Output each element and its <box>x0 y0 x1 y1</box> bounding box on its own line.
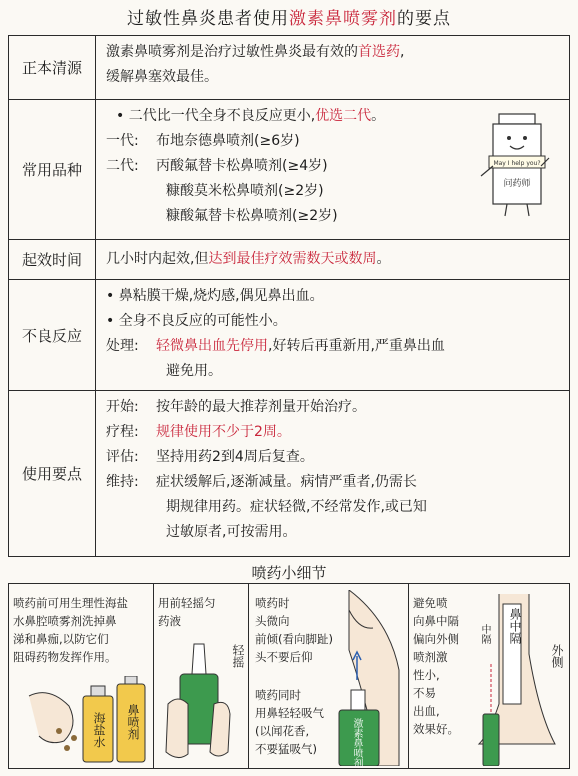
shake-label: 轻摇 <box>231 644 245 668</box>
bottle-label-saline: 海盐水 <box>92 712 106 748</box>
text: 缓解鼻塞效最佳。 <box>106 69 218 85</box>
row-onset <box>9 240 569 280</box>
text: 二代: <box>106 158 139 174</box>
title-prefix: 过敏性鼻炎患者使用 <box>127 9 289 29</box>
text: 布地奈德鼻喷剂(≥6岁) <box>156 133 300 149</box>
text: 避免喷 <box>413 596 448 610</box>
pharmacist-mascot-icon <box>479 106 551 218</box>
text: 偏向外侧 <box>413 632 459 646</box>
text: 丙酸氟替卡松鼻喷剂(≥4岁) <box>156 158 328 174</box>
guide-table <box>8 35 570 557</box>
text: 效果好。 <box>413 722 459 736</box>
text: 前倾(看向脚趾) <box>255 632 333 646</box>
text: 性小, <box>413 668 440 682</box>
text: 喷药同时 <box>255 688 301 702</box>
row-label: 不良反应 <box>9 280 96 390</box>
text: 过敏原者,可按需用。 <box>166 524 297 540</box>
text: (以闻花香, <box>255 724 310 738</box>
mascot-sign: May I help you? <box>493 160 541 167</box>
text: 处理: <box>106 338 139 354</box>
text: 。 <box>371 108 386 124</box>
text: 用前轻摇匀 <box>158 596 216 610</box>
outer-label: 外侧 <box>550 644 564 668</box>
text: ,好转后再重新用,严重鼻出血 <box>268 338 445 354</box>
head-spray-illustration <box>329 590 407 766</box>
tip-panel-shake <box>154 584 249 768</box>
text: 几小时内起效,但 <box>106 251 209 267</box>
text: 不要猛吸气) <box>255 742 317 756</box>
title-suffix: 的要点 <box>397 9 451 29</box>
bottle-label-spray: 鼻喷剂 <box>126 704 140 740</box>
highlight-text: 首选药 <box>358 44 400 60</box>
tip-text-posture <box>255 594 333 666</box>
row-label: 起效时间 <box>9 240 96 279</box>
text: 用鼻轻轻吸气 <box>255 706 324 720</box>
row-content <box>96 280 569 390</box>
text: • 二代比一代全身不良反应更小, <box>116 108 316 124</box>
row-origin <box>9 36 569 100</box>
text: 评估: <box>106 449 139 465</box>
text: 一代: <box>106 133 139 149</box>
text: 。 <box>376 251 391 267</box>
text: 出血, <box>413 704 440 718</box>
text: • 鼻粘膜干燥,烧灼感,偶见鼻出血。 <box>106 288 324 304</box>
text: 糠酸氟替卡松鼻喷剂(≥2岁) <box>166 208 338 224</box>
tip-panel-rinse <box>9 584 154 768</box>
title-highlight: 激素鼻喷雾剂 <box>289 9 397 29</box>
text: 坚持用药2到4周后复查。 <box>156 449 314 465</box>
tip-text <box>13 594 128 666</box>
text: , <box>400 44 405 60</box>
text: 症状缓解后,逐渐减量。病情严重者,仍需长 <box>156 474 417 490</box>
tip-text <box>413 594 459 738</box>
row-usage <box>9 391 569 556</box>
text: 阻碍药物发挥作用。 <box>13 650 117 664</box>
text: • 全身不良反应的可能性小。 <box>106 313 287 329</box>
text: 开始: <box>106 399 139 415</box>
text: 喷剂激 <box>413 650 448 664</box>
highlight-text: 规律使用不少于2周。 <box>156 424 291 440</box>
row-adverse <box>9 280 569 391</box>
highlight-text: 优选二代 <box>315 108 372 124</box>
text: 涕和鼻痂,以防它们 <box>13 632 109 646</box>
row-content <box>96 36 569 99</box>
row-label: 正本清源 <box>9 36 96 99</box>
row-varieties <box>9 100 569 240</box>
text: 激素鼻喷雾剂是治疗过敏性鼻炎最有效的 <box>106 44 358 60</box>
row-content <box>96 100 569 239</box>
tip-text <box>158 594 216 630</box>
highlight-text: 达到最佳疗效需数天或数周 <box>208 251 377 267</box>
text: 期规律用药。症状轻微,不经常发作,或已知 <box>166 499 427 515</box>
row-content <box>96 240 569 279</box>
text: 药液 <box>158 614 181 628</box>
text: 水鼻腔喷雾剂洗掉鼻 <box>13 614 117 628</box>
inner-label: 中隔 <box>479 624 490 644</box>
septum-label: 鼻中隔 <box>508 608 522 644</box>
text: 头不要后仰 <box>255 650 313 664</box>
text: 头微向 <box>255 614 290 628</box>
mascot-label: 问药师 <box>503 179 531 189</box>
tips-title: 喷药小细节 <box>251 564 327 582</box>
row-content <box>96 391 569 556</box>
text: 喷药前可用生理性海盐 <box>13 596 128 610</box>
tip-panel-direction <box>409 584 569 768</box>
highlight-text: 轻微鼻出血先停用 <box>156 338 268 354</box>
text: 不易 <box>413 686 436 700</box>
row-label: 使用要点 <box>9 391 96 556</box>
text: 维持: <box>106 474 139 490</box>
text: 按年龄的最大推荐剂量开始治疗。 <box>156 399 366 415</box>
tip-panel-posture <box>249 584 409 768</box>
page-title <box>0 4 578 29</box>
text: 向鼻中隔 <box>413 614 459 628</box>
row-label: 常用品种 <box>9 100 96 239</box>
tip-text-inhale <box>255 686 324 758</box>
bottle-label-steroid: 激素鼻喷剂 <box>351 718 362 768</box>
text: 喷药时 <box>255 596 290 610</box>
text: 糠酸莫米松鼻喷剂(≥2岁) <box>166 183 324 199</box>
text: 避免用。 <box>166 363 222 379</box>
text: 疗程: <box>106 424 139 440</box>
tips-panels <box>8 583 570 769</box>
